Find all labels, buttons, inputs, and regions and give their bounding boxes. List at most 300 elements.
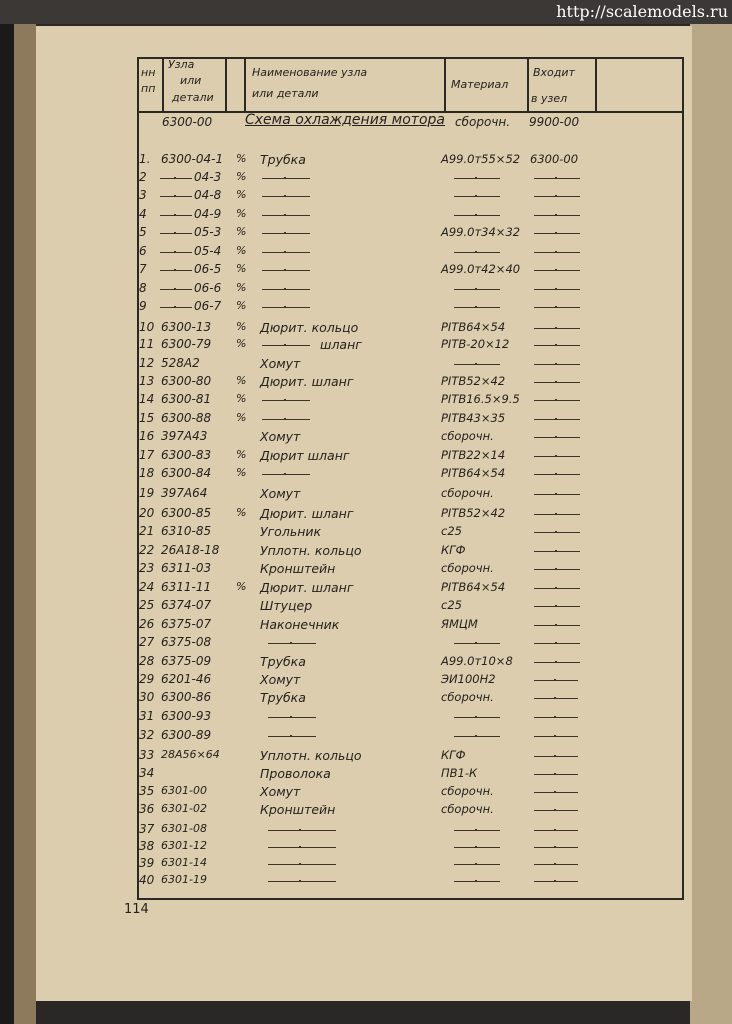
row-part-code: 28А56×64 [161,748,220,761]
row-number: 35 [139,784,155,798]
row-part-code: 6300-89 [161,728,212,742]
row-number: 3 [139,188,147,202]
enters-ditto-dash [534,698,578,699]
row-material: А99.0т10×8 [441,654,513,668]
ditto-tick [555,399,557,401]
ditto-tick [554,829,556,831]
enters-ditto-dash [534,717,578,718]
header-enters-line2: в узел [531,92,568,105]
ditto-tick [475,251,477,253]
row-material: А99.0т55×52 [441,152,521,166]
left-shadow [0,24,14,1024]
name-ditto-dash [262,270,310,271]
row-number: 18 [139,466,155,480]
ditto-tick [475,363,477,365]
name-ditto-dash [268,717,316,718]
ditto-tick [555,363,557,365]
row-drawing-mark: % [236,244,247,257]
row-part-code: 6311-03 [161,561,212,575]
enters-ditto-dash [534,400,580,401]
row-part-code: 6300-85 [161,506,212,520]
material-ditto-dash [454,881,500,882]
material-ditto-dash [454,364,500,365]
row-part-code: 6300-83 [161,448,212,462]
row-material: сборочн. [441,429,494,443]
row-drawing-mark: % [236,466,247,479]
name-ditto-dash [262,419,310,420]
enters-ditto-dash [534,881,578,882]
row-number: 19 [139,486,155,500]
ditto-tick [555,455,557,457]
part-ditto-dash [160,270,192,271]
material-ditto-dash [454,215,500,216]
row-material: сборочн. [441,690,494,704]
material-ditto-dash [454,643,500,644]
row-number: 1. [139,152,151,166]
ditto-tick [299,846,301,848]
row-drawing-mark: % [236,281,247,294]
row-number: 39 [139,856,155,870]
assembly-code: 6300-00 [162,115,213,129]
material-ditto-dash [454,847,500,848]
row-name: Кронштейн [260,802,336,817]
header-part-line3: детали [172,91,214,104]
row-material: КГФ [441,748,466,762]
enters-ditto-dash [534,643,580,644]
ditto-tick [299,829,301,831]
row-number: 7 [139,262,147,276]
row-part-code: 6301-02 [161,802,207,815]
row-number: 14 [139,392,155,406]
row-name: Уплотн. кольцо [260,543,362,558]
enters-ditto-dash [534,847,578,848]
name-ditto-dash [262,474,310,475]
ditto-tick [290,716,292,718]
row-number: 29 [139,672,155,686]
ditto-tick [555,661,557,663]
row-part-code: 04-9 [194,207,222,221]
ditto-tick [554,716,556,718]
ditto-tick [284,177,286,179]
row-number: 23 [139,561,155,575]
enters-ditto-dash [534,289,580,290]
row-drawing-mark: % [236,188,247,201]
enters-ditto-dash [534,864,578,865]
row-number: 34 [139,766,155,780]
row-number: 13 [139,374,155,388]
ditto-tick [554,735,556,737]
material-ditto-dash [454,736,500,737]
row-name: Дюрит. кольцо [260,320,359,335]
ditto-tick [299,863,301,865]
ditto-tick [554,755,556,757]
ditto-tick [555,195,557,197]
row-material: с25 [441,524,462,538]
enters-ditto-dash [534,270,580,271]
header-name-line2: или детали [252,87,319,100]
ditto-tick [555,269,557,271]
ditto-tick [475,195,477,197]
row-number: 21 [139,524,155,538]
ditto-tick [555,436,557,438]
ditto-tick [174,177,176,179]
row-part-code: 05-4 [194,244,222,258]
row-part-code: 6301-19 [161,873,207,886]
ditto-tick [555,513,557,515]
row-part-code: 26А18-18 [161,543,220,557]
enters-ditto-dash [534,364,580,365]
enters-ditto-dash [534,792,578,793]
name-ditto-dash [262,215,310,216]
header-part-line1: Узла [168,58,195,71]
ditto-tick [554,863,556,865]
ditto-tick [555,327,557,329]
enters-ditto-dash [534,494,580,495]
table-header [137,57,684,113]
row-part-code: 6300-80 [161,374,212,388]
row-material: РIТВ64×54 [441,580,506,594]
assembly-material: сборочн. [455,115,511,129]
row-number: 26 [139,617,155,631]
ditto-tick [475,716,477,718]
ditto-tick [284,232,286,234]
ditto-tick [475,880,477,882]
row-part-code: 6300-04-1 [161,152,224,166]
row-number: 24 [139,580,155,594]
enters-ditto-dash [534,474,580,475]
ditto-tick [174,251,176,253]
row-material: ЭИ100Н2 [441,672,496,686]
row-number: 2 [139,170,147,184]
row-drawing-mark: % [236,392,247,405]
row-drawing-mark: % [236,225,247,238]
name-ditto-dash [262,178,310,179]
row-number: 17 [139,448,155,462]
next-page-edge [690,24,732,1024]
material-ditto-dash [454,289,500,290]
row-part-code: 6300-81 [161,392,212,406]
enters-ditto-dash [534,514,580,515]
row-number: 40 [139,873,155,887]
row-material: РIТВ52×42 [441,506,506,520]
enters-ditto-dash [534,196,580,197]
previous-pages-edge [14,24,36,1024]
ditto-tick [475,177,477,179]
row-number: 25 [139,598,155,612]
row-part-code: 6375-07 [161,617,212,631]
name-ditto-dash [262,252,310,253]
ditto-tick [555,306,557,308]
ditto-tick [475,642,477,644]
row-material: РIТВ22×14 [441,448,506,462]
row-material: сборочн. [441,561,494,575]
row-drawing-mark: % [236,506,247,519]
row-name: Трубка [260,152,306,167]
row-part-code: 6300-93 [161,709,212,723]
ditto-tick [174,269,176,271]
row-number: 9 [139,299,147,313]
row-name: Хомут [260,672,301,687]
name-ditto-dash [268,643,316,644]
row-material: РIТВ16.5×9.5 [441,392,520,406]
row-drawing-mark: % [236,448,247,461]
row-material: А99.0т34×32 [441,225,521,239]
row-part-code: 6375-09 [161,654,212,668]
row-number: 28 [139,654,155,668]
ditto-tick [284,418,286,420]
ditto-tick [554,697,556,699]
header-enters-line1: Входит [533,66,575,79]
enters-ditto-dash [534,551,580,552]
row-name: шланг [320,337,362,352]
row-number: 20 [139,506,155,520]
ditto-tick [284,269,286,271]
ditto-tick [174,195,176,197]
assembly-title: Схема охлаждения мотора [245,112,445,128]
ditto-tick [475,829,477,831]
row-material: РIТВ64×54 [441,466,506,480]
row-part-code: 6301-12 [161,839,207,852]
row-name: Проволока [260,766,331,781]
row-name: Штуцер [260,598,313,613]
row-name: Трубка [260,654,306,669]
ditto-tick [290,642,292,644]
name-ditto-dash [262,196,310,197]
ditto-tick [555,550,557,552]
row-name: Хомут [260,486,301,501]
row-name: Хомут [260,784,301,799]
row-name: Трубка [260,690,306,705]
row-name: Дюрит. шланг [260,506,354,521]
part-ditto-dash [160,196,192,197]
enters-ditto-dash [534,606,580,607]
row-number: 4 [139,207,147,221]
row-name: Хомут [260,429,301,444]
ditto-tick [554,773,556,775]
enters-ditto-dash [534,252,580,253]
row-material: с25 [441,598,462,612]
row-number: 38 [139,839,155,853]
enters-ditto-dash [534,178,580,179]
row-number: 30 [139,690,155,704]
enters-ditto-dash [534,419,580,420]
ditto-tick [555,605,557,607]
ditto-tick [475,214,477,216]
name-ditto-dash [262,233,310,234]
ditto-tick [554,880,556,882]
ditto-tick [174,306,176,308]
row-number: 33 [139,748,155,762]
row-material: сборочн. [441,486,494,500]
ditto-tick [555,381,557,383]
row-drawing-mark: % [236,374,247,387]
enters-ditto-dash [534,456,580,457]
material-ditto-dash [454,196,500,197]
row-part-code: 6300-13 [161,320,212,334]
enters-ditto-dash [534,345,580,346]
ditto-tick [555,587,557,589]
row-name: Кронштейн [260,561,336,576]
enters-ditto-dash [534,532,580,533]
enters-ditto-dash [534,625,580,626]
enters-ditto-dash [534,215,580,216]
row-number: 15 [139,411,155,425]
row-drawing-mark: % [236,152,247,165]
ditto-tick [284,251,286,253]
row-material: А99.0т42×40 [441,262,521,276]
enters-ditto-dash [534,569,580,570]
ditto-tick [555,418,557,420]
ditto-tick [284,399,286,401]
row-part-code: 05-3 [194,225,222,239]
row-drawing-mark: % [236,207,247,220]
page-number: 114 [124,902,149,917]
row-number: 37 [139,822,155,836]
part-ditto-dash [160,233,192,234]
row-part-code: 6300-88 [161,411,212,425]
row-number: 10 [139,320,155,334]
row-material: ПВ1-К [441,766,478,780]
row-name: Дюрит шланг [260,448,350,463]
name-ditto-dash [262,289,310,290]
material-ditto-dash [454,307,500,308]
ditto-tick [555,531,557,533]
enters-ditto-dash [534,588,580,589]
name-ditto-dash [268,847,336,848]
ditto-tick [475,846,477,848]
row-part-code: 6374-07 [161,598,212,612]
row-drawing-mark: % [236,170,247,183]
name-ditto-dash [268,864,336,865]
part-ditto-dash [160,289,192,290]
ditto-tick [475,735,477,737]
row-part-code: 528А2 [161,356,200,370]
row-material: ЯМЦМ [441,617,478,631]
row-number: 12 [139,356,155,370]
material-ditto-dash [454,178,500,179]
ditto-tick [554,809,556,811]
ditto-tick [555,473,557,475]
ditto-tick [299,880,301,882]
row-name: Угольник [260,524,322,539]
name-ditto-dash [268,830,336,831]
watermark: http://scalemodels.ru [556,2,728,21]
row-material: сборочн. [441,802,494,816]
row-part-code: 06-6 [194,281,222,295]
row-drawing-mark: % [236,411,247,424]
row-part-code: 397А43 [161,429,208,443]
enters-ditto-dash [534,233,580,234]
header-material: Материал [451,78,509,91]
row-drawing-mark: % [236,299,247,312]
row-part-code: 6201-46 [161,672,212,686]
row-drawing-mark: % [236,337,247,350]
row-part-code: 6301-14 [161,856,207,869]
row-part-code: 04-8 [194,188,222,202]
ditto-tick [555,493,557,495]
name-ditto-dash [262,345,310,346]
row-material: РIТВ64×54 [441,320,506,334]
row-name: Дюрит. шланг [260,580,354,595]
row-number: 32 [139,728,155,742]
ditto-tick [284,214,286,216]
row-name: Наконечник [260,617,340,632]
row-material: РIТВ43×35 [441,411,506,425]
row-part-code: 6375-08 [161,635,212,649]
ditto-tick [555,344,557,346]
header-name-line1: Наименование узла [252,66,368,79]
ditto-tick [554,846,556,848]
name-ditto-dash [268,736,316,737]
ditto-tick [555,214,557,216]
row-part-code: 397А64 [161,486,208,500]
row-name: Уплотн. кольцо [260,748,362,763]
enters-ditto-dash [534,774,578,775]
row-material: КГФ [441,543,466,557]
row-drawing-mark: % [236,262,247,275]
enters-ditto-dash [534,756,578,757]
name-ditto-dash [262,307,310,308]
row-number: 11 [139,337,155,351]
material-ditto-dash [454,717,500,718]
row-material: сборочн. [441,784,494,798]
row-number: 22 [139,543,155,557]
ditto-tick [290,735,292,737]
row-number: 8 [139,281,147,295]
ditto-tick [475,288,477,290]
part-ditto-dash [160,307,192,308]
enters-ditto-dash [534,736,578,737]
row-part-code: 6301-00 [161,784,207,797]
ditto-tick [555,177,557,179]
row-part-code: 6311-11 [161,580,212,594]
row-number: 27 [139,635,155,649]
enters-ditto-dash [534,680,578,681]
name-ditto-dash [262,400,310,401]
enters-ditto-dash [534,662,580,663]
header-num-line2: пп [141,82,156,95]
row-number: 5 [139,225,147,239]
enters-ditto-dash [534,328,580,329]
ditto-tick [554,791,556,793]
header-num-line1: нн [141,66,156,79]
row-material: РIТВ52×42 [441,374,506,388]
ditto-tick [284,473,286,475]
material-ditto-dash [454,252,500,253]
part-ditto-dash [160,178,192,179]
ditto-tick [554,679,556,681]
ditto-tick [555,624,557,626]
row-drawing-mark: % [236,320,247,333]
row-name: Дюрит. шланг [260,374,354,389]
enters-ditto-dash [534,307,580,308]
row-number: 16 [139,429,155,443]
ditto-tick [174,288,176,290]
row-drawing-mark: % [236,580,247,593]
name-ditto-dash [268,881,336,882]
row-part-code: 6301-08 [161,822,207,835]
row-part-code: 04-3 [194,170,222,184]
row-number: 31 [139,709,155,723]
ditto-tick [475,306,477,308]
ditto-tick [555,568,557,570]
ditto-tick [555,288,557,290]
enters-ditto-dash [534,382,580,383]
row-part-code: 6300-79 [161,337,212,351]
ditto-tick [284,344,286,346]
material-ditto-dash [454,830,500,831]
ditto-tick [555,232,557,234]
